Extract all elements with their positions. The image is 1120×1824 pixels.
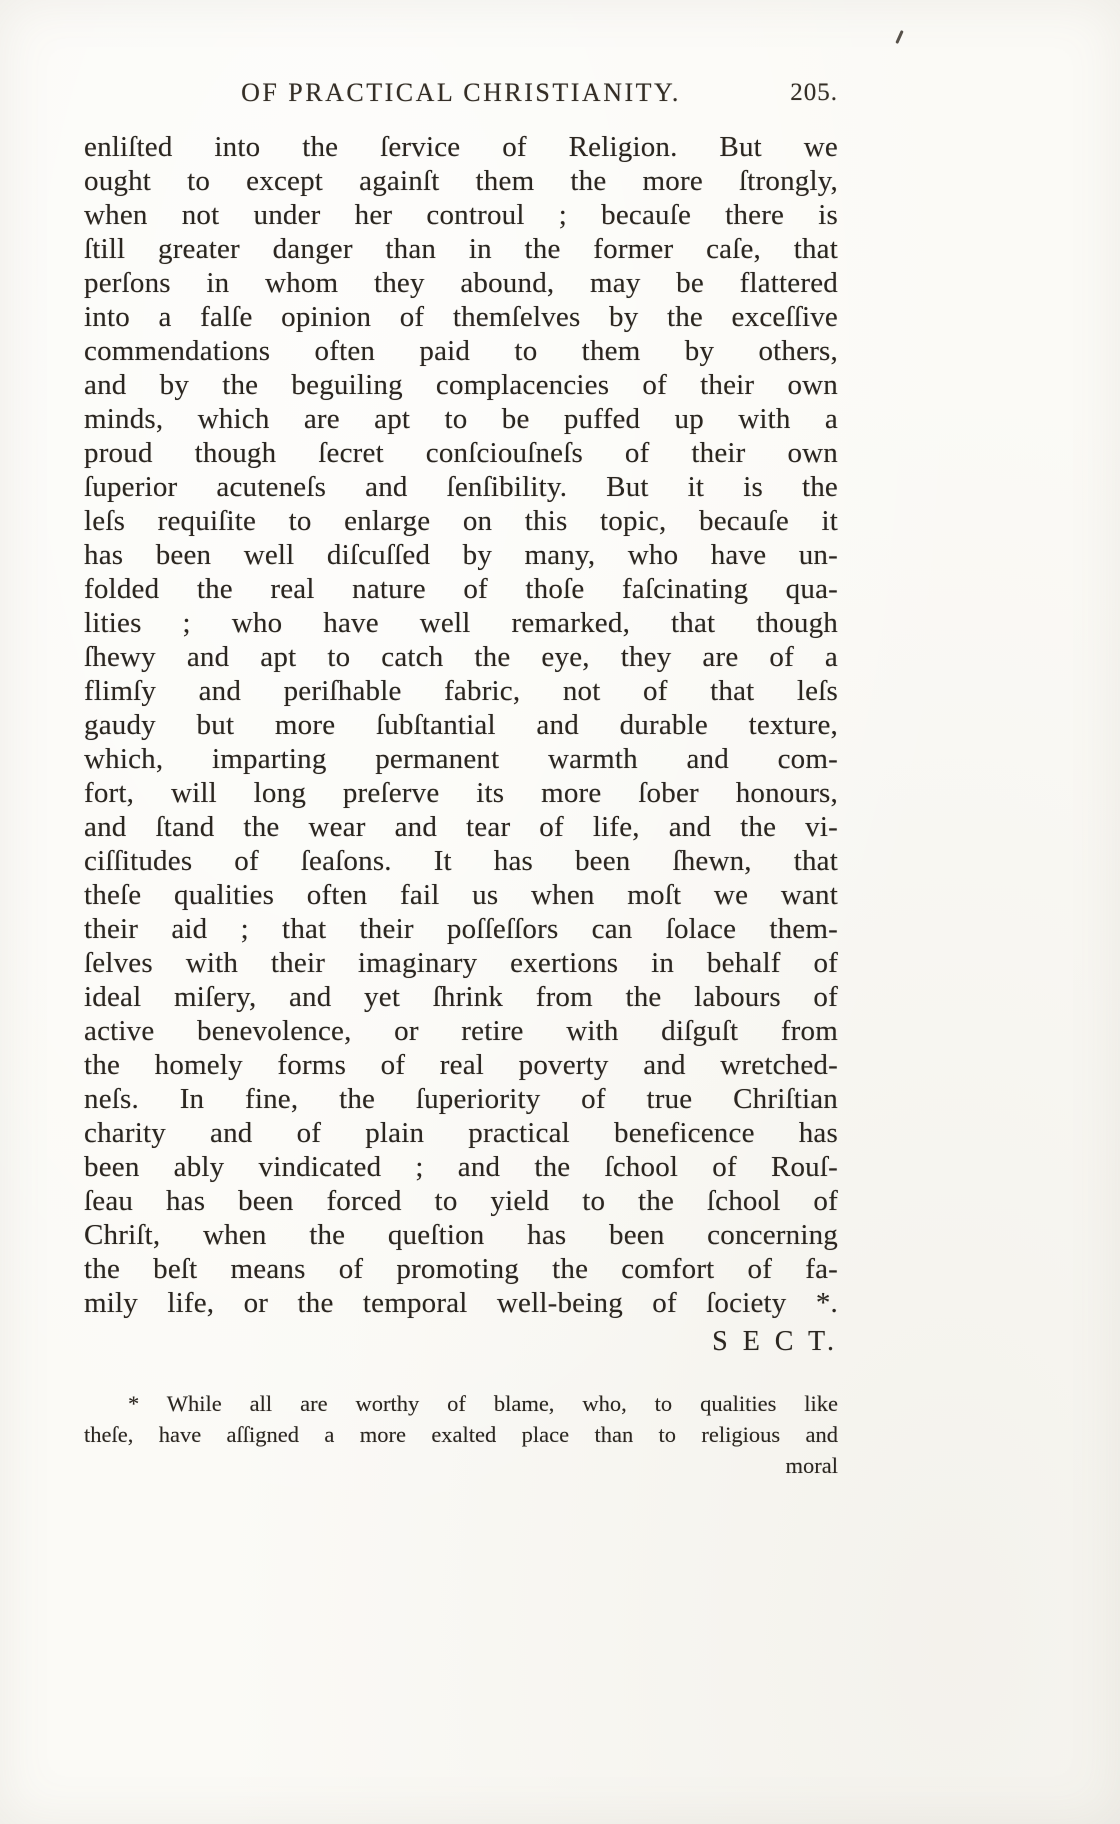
text-line: Chriſt, when the queſtion has been concerning	[84, 1219, 838, 1251]
text-line: and ſtand the wear and tear of life, and the vi-	[84, 811, 838, 843]
text-line: ſeau has been forced to yield to the ſchool of	[84, 1185, 838, 1217]
text-line: flimſy and periſhable fabric, not of that leſs	[84, 675, 838, 707]
text-line: ſtill greater danger than in the former caſe, that	[84, 233, 838, 265]
text-column	[84, 78, 838, 1481]
running-header-title: OF PRACTICAL CHRISTIANITY.	[241, 78, 681, 107]
text-line: mily life, or the temporal well-being of ſociety *.	[84, 1287, 838, 1319]
text-line: has been well diſcuſſed by many, who have un-	[84, 539, 838, 571]
text-line: lities ; who have well remarked, that though	[84, 607, 838, 639]
text-line: fort, will long preſerve its more ſober honours,	[84, 777, 838, 809]
text-line: perſons in whom they abound, may be flattered	[84, 267, 838, 299]
footnote	[84, 1388, 838, 1481]
body-text	[84, 130, 838, 1320]
text-line: charity and of plain practical beneficence has	[84, 1117, 838, 1149]
text-line: when not under her controul ; becauſe there is	[84, 199, 838, 231]
text-line: active benevolence, or retire with diſguſt from	[84, 1015, 838, 1047]
text-line: ciſſitudes of ſeaſons. It has been ſhewn, that	[84, 845, 838, 877]
footnote-lines	[84, 1388, 838, 1450]
text-line: ſuperior acuteneſs and ſenſibility. But it is the	[84, 471, 838, 503]
text-line: their aid ; that their poſſeſſors can ſolace them-	[84, 913, 838, 945]
text-line: * While all are worthy of blame, who, to qualities like	[128, 1391, 838, 1416]
section-catchword: S E C T.	[712, 1326, 838, 1357]
text-line: and by the beguiling complacencies of their own	[84, 369, 838, 401]
text-line: theſe qualities often fail us when moſt we want	[84, 879, 838, 911]
page-number: 205.	[790, 79, 838, 106]
text-line: folded the real nature of thoſe faſcinating qua-	[84, 573, 838, 605]
text-line: which, imparting permanent warmth and com-	[84, 743, 838, 775]
text-line: ſhewy and apt to catch the eye, they are of a	[84, 641, 838, 673]
text-line: leſs requiſite to enlarge on this topic, becauſe it	[84, 505, 838, 537]
text-line: the homely forms of real poverty and wretched-	[84, 1049, 838, 1081]
text-line: enliſted into the ſervice of Religion. But we	[84, 131, 838, 163]
text-line: theſe, have aſſigned a more exalted place than to religious and	[84, 1422, 838, 1447]
footnote-catchword: moral	[785, 1453, 838, 1478]
text-line: gaudy but more ſubſtantial and durable texture,	[84, 709, 838, 741]
text-line: minds, which are apt to be puffed up with a	[84, 403, 838, 435]
running-header	[84, 78, 838, 112]
text-line: into a falſe opinion of themſelves by the exceſſive	[84, 301, 838, 333]
scan-artifact-mark	[895, 30, 903, 44]
text-line: been ably vindicated ; and the ſchool of Rouſ-	[84, 1151, 838, 1183]
text-line: proud though ſecret conſciouſneſs of their own	[84, 437, 838, 469]
text-line: commendations often paid to them by others,	[84, 335, 838, 367]
text-line: ſelves with their imaginary exertions in behalf of	[84, 947, 838, 979]
text-line: the beſt means of promoting the comfort of fa-	[84, 1253, 838, 1285]
text-line: ought to except againſt them the more ſtrongly,	[84, 165, 838, 197]
text-line: neſs. In fine, the ſuperiority of true Chriſtian	[84, 1083, 838, 1115]
text-line: ideal miſery, and yet ſhrink from the labours of	[84, 981, 838, 1013]
